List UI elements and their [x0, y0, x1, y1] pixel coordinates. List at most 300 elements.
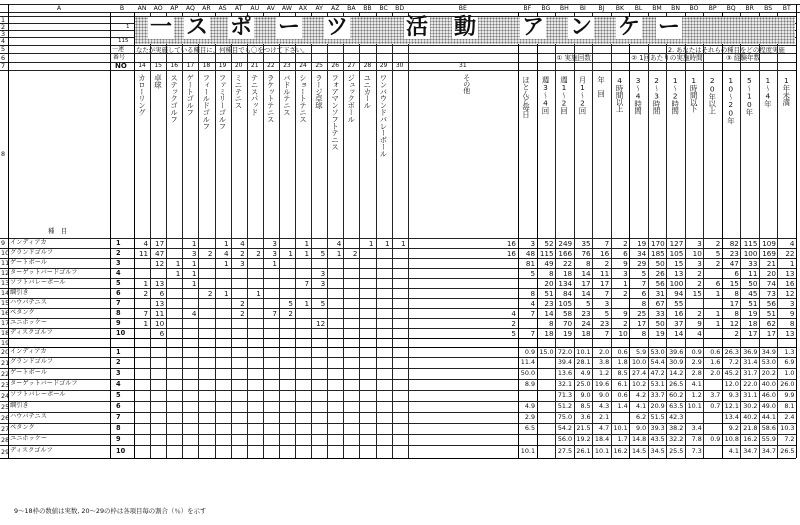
stat-value: 24 — [581, 318, 591, 328]
row-label: ハウバテニス — [10, 413, 47, 420]
question-2: 2. あなたはそれらの種目をどの程度実施 — [668, 46, 785, 54]
stat-value: 52 — [544, 238, 554, 248]
col-number: 26 — [331, 62, 340, 69]
grid-line-h — [0, 458, 796, 459]
row-number: 15 — [1, 299, 10, 307]
grid-line-v — [311, 12, 312, 458]
stat-value: 10.1 — [613, 424, 628, 432]
stat-value: 14.2 — [669, 369, 684, 377]
stat-value: 6 — [623, 248, 628, 258]
stat-value: 36.9 — [743, 347, 758, 356]
stat-value: 2 — [604, 258, 610, 268]
stat-value: 2 — [697, 308, 702, 318]
sport-value: 4 — [240, 238, 245, 248]
sport-value: 1 — [336, 248, 342, 258]
sport-value: 2 — [207, 248, 213, 258]
sport-value: 7 — [304, 278, 310, 288]
stat-value: 2.8 — [691, 369, 702, 377]
row-no: 6 — [116, 288, 121, 297]
stat-value: 0.6 — [710, 347, 721, 356]
stat-value: 10 — [692, 248, 702, 258]
row-number: 20 — [1, 348, 10, 356]
row-label: ソフトバレーボール — [10, 278, 66, 286]
stat-value: 134 — [558, 278, 573, 288]
stat-value: 7.3 — [691, 447, 702, 455]
row-label: ユニホッケー — [10, 435, 48, 442]
row-number: 23 — [1, 380, 10, 389]
stat-value: 81 — [525, 258, 536, 268]
col-letter: BM — [652, 5, 662, 12]
stat-value: 51 — [544, 288, 554, 298]
stat-value: 5.9 — [636, 347, 647, 356]
stat-value: 4.2 — [636, 391, 647, 399]
stat-value: 8 — [734, 308, 739, 318]
col-letter: AZ — [330, 5, 340, 12]
sonota-value: 4 — [511, 308, 516, 318]
title-char: ー — [278, 15, 301, 40]
title-char: ン — [570, 15, 593, 40]
sport-value: 1 — [385, 238, 390, 248]
stat-value: 170 — [651, 238, 665, 248]
row-no: 10 — [116, 328, 126, 337]
grid-line-v — [110, 12, 111, 458]
stat-value: 249 — [558, 238, 573, 248]
col-number: 17 — [186, 62, 195, 69]
grid-line-v — [408, 12, 409, 458]
col-letter: BJ — [598, 5, 605, 12]
stat-value: 18.4 — [594, 435, 610, 443]
stat-value: 3 — [604, 298, 610, 308]
stat-value: 9.2 — [728, 424, 739, 432]
stat-value: 17 — [637, 318, 647, 328]
sport-value: 1 — [191, 268, 197, 278]
stat-value: 115 — [743, 238, 758, 248]
row-number: 7 — [1, 62, 6, 70]
row-label: インディアカ — [10, 238, 47, 246]
stat-value: 39.4 — [557, 358, 573, 366]
col-number: 25 — [315, 62, 323, 69]
col-letter: BC — [379, 5, 388, 12]
sport-value: 2 — [352, 248, 358, 258]
stat-value: 1.7 — [617, 435, 628, 443]
stat-value: 1 — [623, 278, 628, 288]
stat-value: 8 — [530, 288, 536, 298]
row-number: 18 — [1, 329, 10, 337]
stat-value: 2 — [623, 238, 628, 248]
stat-value: 11 — [748, 268, 758, 278]
stat-value: 13.4 — [724, 413, 739, 421]
stat-value: 15 — [729, 278, 739, 288]
sport-value: 47 — [155, 248, 165, 258]
stat-value: 18 — [581, 328, 591, 338]
sport-value: 1 — [143, 318, 149, 328]
sport-value: 1 — [224, 238, 229, 248]
row-no: 7 — [116, 413, 121, 421]
sport-value: 4 — [224, 248, 229, 258]
stat-value: 51.5 — [650, 413, 665, 421]
stat-value: 7.8 — [691, 435, 702, 443]
sport-value: 1 — [224, 288, 229, 298]
sport-value: 6 — [159, 328, 165, 338]
stat-value: 2 — [623, 318, 628, 328]
stat-value: 10.8 — [724, 435, 739, 443]
stat-value: 5 — [604, 308, 610, 318]
col-letter: AT — [234, 5, 243, 12]
exp-header: 20年以上 — [707, 76, 717, 114]
col-number: 19 — [218, 62, 227, 69]
stat-value: 1.8 — [617, 358, 628, 366]
stat-value: 22 — [562, 258, 573, 268]
stat-value: 58 — [562, 308, 573, 318]
stat-value: 3 — [623, 268, 628, 278]
stat-value: 0.9 — [524, 347, 536, 356]
stat-value: 42.3 — [669, 413, 684, 421]
col-number: 22 — [267, 62, 275, 69]
stat-value: 2 — [715, 238, 721, 248]
stat-value: 4.1 — [636, 402, 647, 410]
stat-value: 16 — [600, 248, 610, 258]
stat-value: 74 — [766, 278, 776, 288]
grid-line-v — [376, 12, 377, 458]
stat-value: 3 — [697, 258, 702, 268]
sport-value: 2 — [240, 248, 245, 258]
stat-value: 30.9 — [669, 358, 684, 366]
sport-value: 3 — [240, 258, 245, 268]
stat-value: 105 — [558, 298, 573, 308]
stat-value: 46.0 — [761, 391, 776, 399]
col-letter: BI — [579, 5, 586, 12]
stat-value: 5 — [641, 268, 647, 278]
grid-line-v — [150, 12, 151, 458]
stat-value: 35 — [581, 238, 591, 248]
stat-value: 47 — [729, 258, 739, 268]
col-letter: AV — [266, 5, 275, 12]
stat-value: 6.5 — [524, 424, 536, 432]
grid-line-v — [279, 12, 280, 458]
stat-value: 63.5 — [669, 402, 684, 410]
row-no: 1 — [116, 347, 121, 356]
stat-value: 10.1 — [687, 402, 702, 410]
row-number: 11 — [1, 259, 10, 267]
stat-value: 56.0 — [557, 435, 573, 443]
grid-line-v — [215, 12, 216, 458]
stat-value: 19 — [637, 238, 647, 248]
stat-value: 3 — [697, 238, 702, 248]
row-number: 16 — [1, 309, 10, 317]
time-header: 1時間以下 — [689, 76, 699, 113]
stat-value: 0.9 — [710, 435, 721, 443]
time-header: 3〜4時間 — [633, 76, 643, 114]
row-number: 14 — [1, 289, 10, 297]
row-label: ディスクゴルフ — [10, 447, 53, 454]
stat-value: 58.6 — [761, 424, 776, 432]
stat-value: 31.1 — [743, 391, 758, 399]
row-number: 28 — [1, 435, 10, 444]
stat-value: 14.5 — [631, 447, 647, 455]
sport-header-other: その他 — [462, 74, 471, 94]
sub-header-time: ② 1回あたりの実施時間 — [631, 54, 703, 62]
grid-line-h — [0, 338, 796, 339]
stat-value: 54.2 — [557, 424, 573, 432]
stat-value: 70 — [562, 318, 573, 328]
grid-line-h — [0, 445, 796, 446]
sport-value: 1 — [191, 238, 197, 248]
stat-value: 185 — [651, 248, 665, 258]
stat-value: 31 — [655, 288, 665, 298]
row-no: 5 — [116, 391, 121, 399]
grid-line-v — [182, 12, 183, 458]
stat-value: 0.7 — [710, 402, 721, 410]
row-number: 13 — [1, 279, 10, 287]
row-number: 17 — [1, 319, 10, 327]
grid-line-h — [0, 70, 796, 71]
stat-value: 166 — [558, 248, 573, 258]
sonota-value: 2 — [511, 318, 516, 328]
sport-value: 12 — [316, 318, 326, 328]
stat-value: 25 — [637, 308, 647, 318]
row-number: 24 — [1, 391, 10, 400]
no-label: NO — [115, 62, 127, 70]
stat-value: 5 — [715, 248, 721, 258]
sport-value: 11 — [138, 248, 149, 258]
sport-value: 1 — [143, 278, 149, 288]
col-letter: AW — [281, 5, 292, 12]
stat-value: 4.9 — [524, 402, 536, 410]
title-char: 一 — [150, 15, 173, 40]
col-letter: BT — [782, 5, 791, 12]
stat-value: 34.7 — [761, 447, 776, 455]
col-number: 30 — [395, 62, 404, 69]
stat-value: 169 — [762, 248, 776, 258]
row-number: 29 — [1, 447, 10, 456]
col-letter: BF — [523, 5, 532, 12]
col-letter: BR — [745, 5, 754, 12]
stat-value: 32.2 — [669, 435, 684, 443]
stat-value: 75.0 — [557, 413, 573, 421]
col-letter: AR — [202, 5, 211, 12]
stat-value: 22 — [785, 248, 795, 258]
stat-value: 82 — [729, 238, 739, 248]
stat-value: 8 — [734, 288, 739, 298]
sport-header: ワンバウンドバレーボール — [378, 74, 388, 157]
row-number: 9 — [1, 239, 6, 247]
stat-value: 1.6 — [710, 358, 721, 366]
col-letter: BL — [634, 5, 643, 12]
row-no: 4 — [116, 268, 121, 277]
stat-value: 17 — [766, 328, 776, 338]
col-letter: AX — [298, 5, 308, 12]
stat-value: 4 — [789, 238, 795, 248]
stat-value: 115 — [539, 248, 554, 258]
row-number: 5 — [1, 45, 6, 53]
stat-value: 23 — [544, 298, 554, 308]
stat-value: 1.3 — [784, 347, 795, 356]
grid-line-v — [247, 12, 248, 458]
sport-value: 2 — [288, 308, 293, 318]
stat-value: 10.0 — [631, 358, 647, 366]
stat-value: 73 — [766, 288, 776, 298]
stat-value: 7 — [530, 328, 536, 338]
stat-value: 3 — [530, 238, 536, 248]
row-no: 8 — [116, 308, 121, 317]
sport-value: 2 — [207, 288, 213, 298]
stat-value: 9.0 — [580, 391, 591, 399]
grid-line-v — [392, 12, 393, 458]
grid-line-v — [134, 12, 135, 458]
stat-value: 55 — [674, 298, 684, 308]
stat-value: 4.9 — [580, 369, 591, 377]
stat-value: 2 — [715, 258, 721, 268]
stat-value: 100 — [743, 248, 758, 258]
row-no: 2 — [116, 358, 121, 366]
stat-value: 3.7 — [710, 391, 721, 399]
stat-value: 2.0 — [598, 347, 610, 356]
stat-value: 1.4 — [617, 402, 628, 410]
stat-value: 8 — [548, 318, 554, 328]
stat-value: 7 — [604, 288, 610, 298]
stat-value: 0.9 — [691, 347, 702, 356]
col-number: 27 — [347, 62, 356, 69]
stat-value: 21 — [766, 258, 776, 268]
grid-line-v — [198, 12, 199, 458]
sport-value: 7 — [143, 308, 149, 318]
sport-value: 1 — [288, 248, 293, 258]
sport-value: 3 — [272, 238, 277, 248]
row-label: ハウバテニス — [10, 298, 47, 306]
sport-value: 7 — [272, 308, 277, 318]
stat-value: 33 — [655, 308, 665, 318]
stat-value: 10 — [618, 328, 628, 338]
row-label: ゲートボール — [10, 369, 48, 376]
sub-header-freq: ① 実施回数 — [556, 54, 591, 62]
grid-line-v — [518, 12, 519, 458]
stat-value: 6 — [641, 288, 647, 298]
sport-value: 1 — [175, 268, 181, 278]
stat-value: 8 — [641, 328, 647, 338]
sport-header: ファミリーゴルフ — [217, 74, 227, 130]
stat-value: 19.6 — [594, 380, 610, 388]
stat-value: 50 — [655, 258, 665, 268]
stat-value: 1.2 — [691, 391, 702, 399]
stat-value: 12 — [729, 318, 739, 328]
stat-value: 34 — [637, 248, 647, 258]
stat-value: 9 — [789, 308, 795, 318]
stat-value: 4 — [530, 298, 536, 308]
stat-value: 127 — [669, 238, 684, 248]
stat-value: 34.7 — [743, 447, 758, 455]
sport-header: テニスパッド — [250, 74, 260, 116]
stat-value: 2.4 — [784, 413, 795, 421]
stat-value: 3.4 — [691, 424, 702, 432]
stat-value: 49 — [544, 258, 554, 268]
row-label: ターゲットバードゴルフ — [10, 268, 78, 276]
sport-value: 4 — [336, 238, 342, 248]
stat-value: 33 — [748, 258, 758, 268]
sport-header: フォアマンソフトテニス — [330, 74, 340, 150]
row-no: 9 — [116, 318, 121, 327]
sport-value: 4 — [191, 308, 197, 318]
sport-value: 3 — [320, 268, 326, 278]
sport-header: ラージ卓球 — [314, 74, 324, 109]
stat-value: 27.5 — [557, 447, 573, 455]
stat-value: 72.0 — [557, 347, 573, 356]
stat-value: 51.2 — [557, 402, 573, 410]
stat-value: 12.1 — [724, 402, 739, 410]
row-no: 8 — [116, 424, 121, 432]
stat-value: 7 — [604, 328, 610, 338]
stat-value: 7 — [641, 278, 647, 288]
stat-value: 7.2 — [728, 358, 739, 366]
row-label: ディスクゴルフ — [10, 328, 53, 336]
stat-value: 19.2 — [576, 435, 591, 443]
col-letter: AN — [137, 5, 147, 12]
stat-value: 2 — [623, 288, 628, 298]
grid-line-v — [295, 12, 296, 458]
stat-value: 9.9 — [784, 391, 795, 399]
stat-value: 8 — [548, 268, 554, 278]
sonota-value: 5 — [511, 328, 516, 338]
stat-value: 40.2 — [743, 413, 758, 421]
sport-value: 2 — [240, 308, 245, 318]
grid-line-v — [166, 12, 167, 458]
col-letter: B — [119, 5, 125, 12]
sport-value: 2 — [256, 248, 261, 258]
stat-value: 32.1 — [557, 380, 573, 388]
stat-value: 17 — [729, 298, 739, 308]
stat-value: 67 — [655, 298, 665, 308]
col-letter: BQ — [726, 5, 736, 12]
row-number: 8 — [1, 150, 6, 158]
col-number: 31 — [459, 62, 467, 69]
stat-value: 56 — [655, 278, 665, 288]
row-number: 22 — [1, 369, 10, 378]
stat-value: 105 — [669, 248, 684, 258]
stat-value: 8 — [641, 298, 647, 308]
bangou-label: 番号 — [113, 54, 126, 61]
stat-value: 14 — [544, 308, 554, 318]
col-letter: BP — [708, 5, 717, 12]
col-letter: BA — [347, 5, 356, 12]
row-no: 10 — [116, 447, 126, 455]
stat-value: 2 — [697, 268, 702, 278]
stat-value: 100 — [669, 278, 684, 288]
time-header: 2〜3時間 — [652, 76, 662, 114]
stat-value: 1 — [715, 288, 721, 298]
stat-value: 27.4 — [631, 369, 647, 377]
stat-value: 1.2 — [598, 369, 610, 377]
stat-value: 13.6 — [557, 369, 573, 377]
stat-value: 9 — [623, 308, 628, 318]
stat-value: 6.1 — [617, 380, 628, 388]
col-letter: BN — [671, 5, 680, 12]
stat-value: 26.3 — [724, 347, 739, 356]
stat-value: 6 — [734, 268, 739, 278]
stat-value: 21.5 — [576, 424, 591, 432]
freq-header: 週1〜2回 — [559, 76, 569, 114]
stat-value: 9 — [697, 318, 702, 328]
stat-value: 15 — [692, 288, 702, 298]
exp-header: 1〜4年 — [763, 76, 773, 107]
sport-value: 5 — [320, 298, 326, 308]
stat-value: 10.3 — [780, 424, 795, 432]
exp-header: 5〜10年 — [744, 76, 754, 116]
grid-line-v — [231, 12, 232, 458]
row-number: 1 — [1, 15, 6, 24]
stat-value: 15.0 — [539, 347, 554, 356]
grid-line-v — [359, 12, 360, 458]
sport-header: ジュックボール — [346, 74, 356, 123]
stat-value: 43.5 — [650, 435, 665, 443]
